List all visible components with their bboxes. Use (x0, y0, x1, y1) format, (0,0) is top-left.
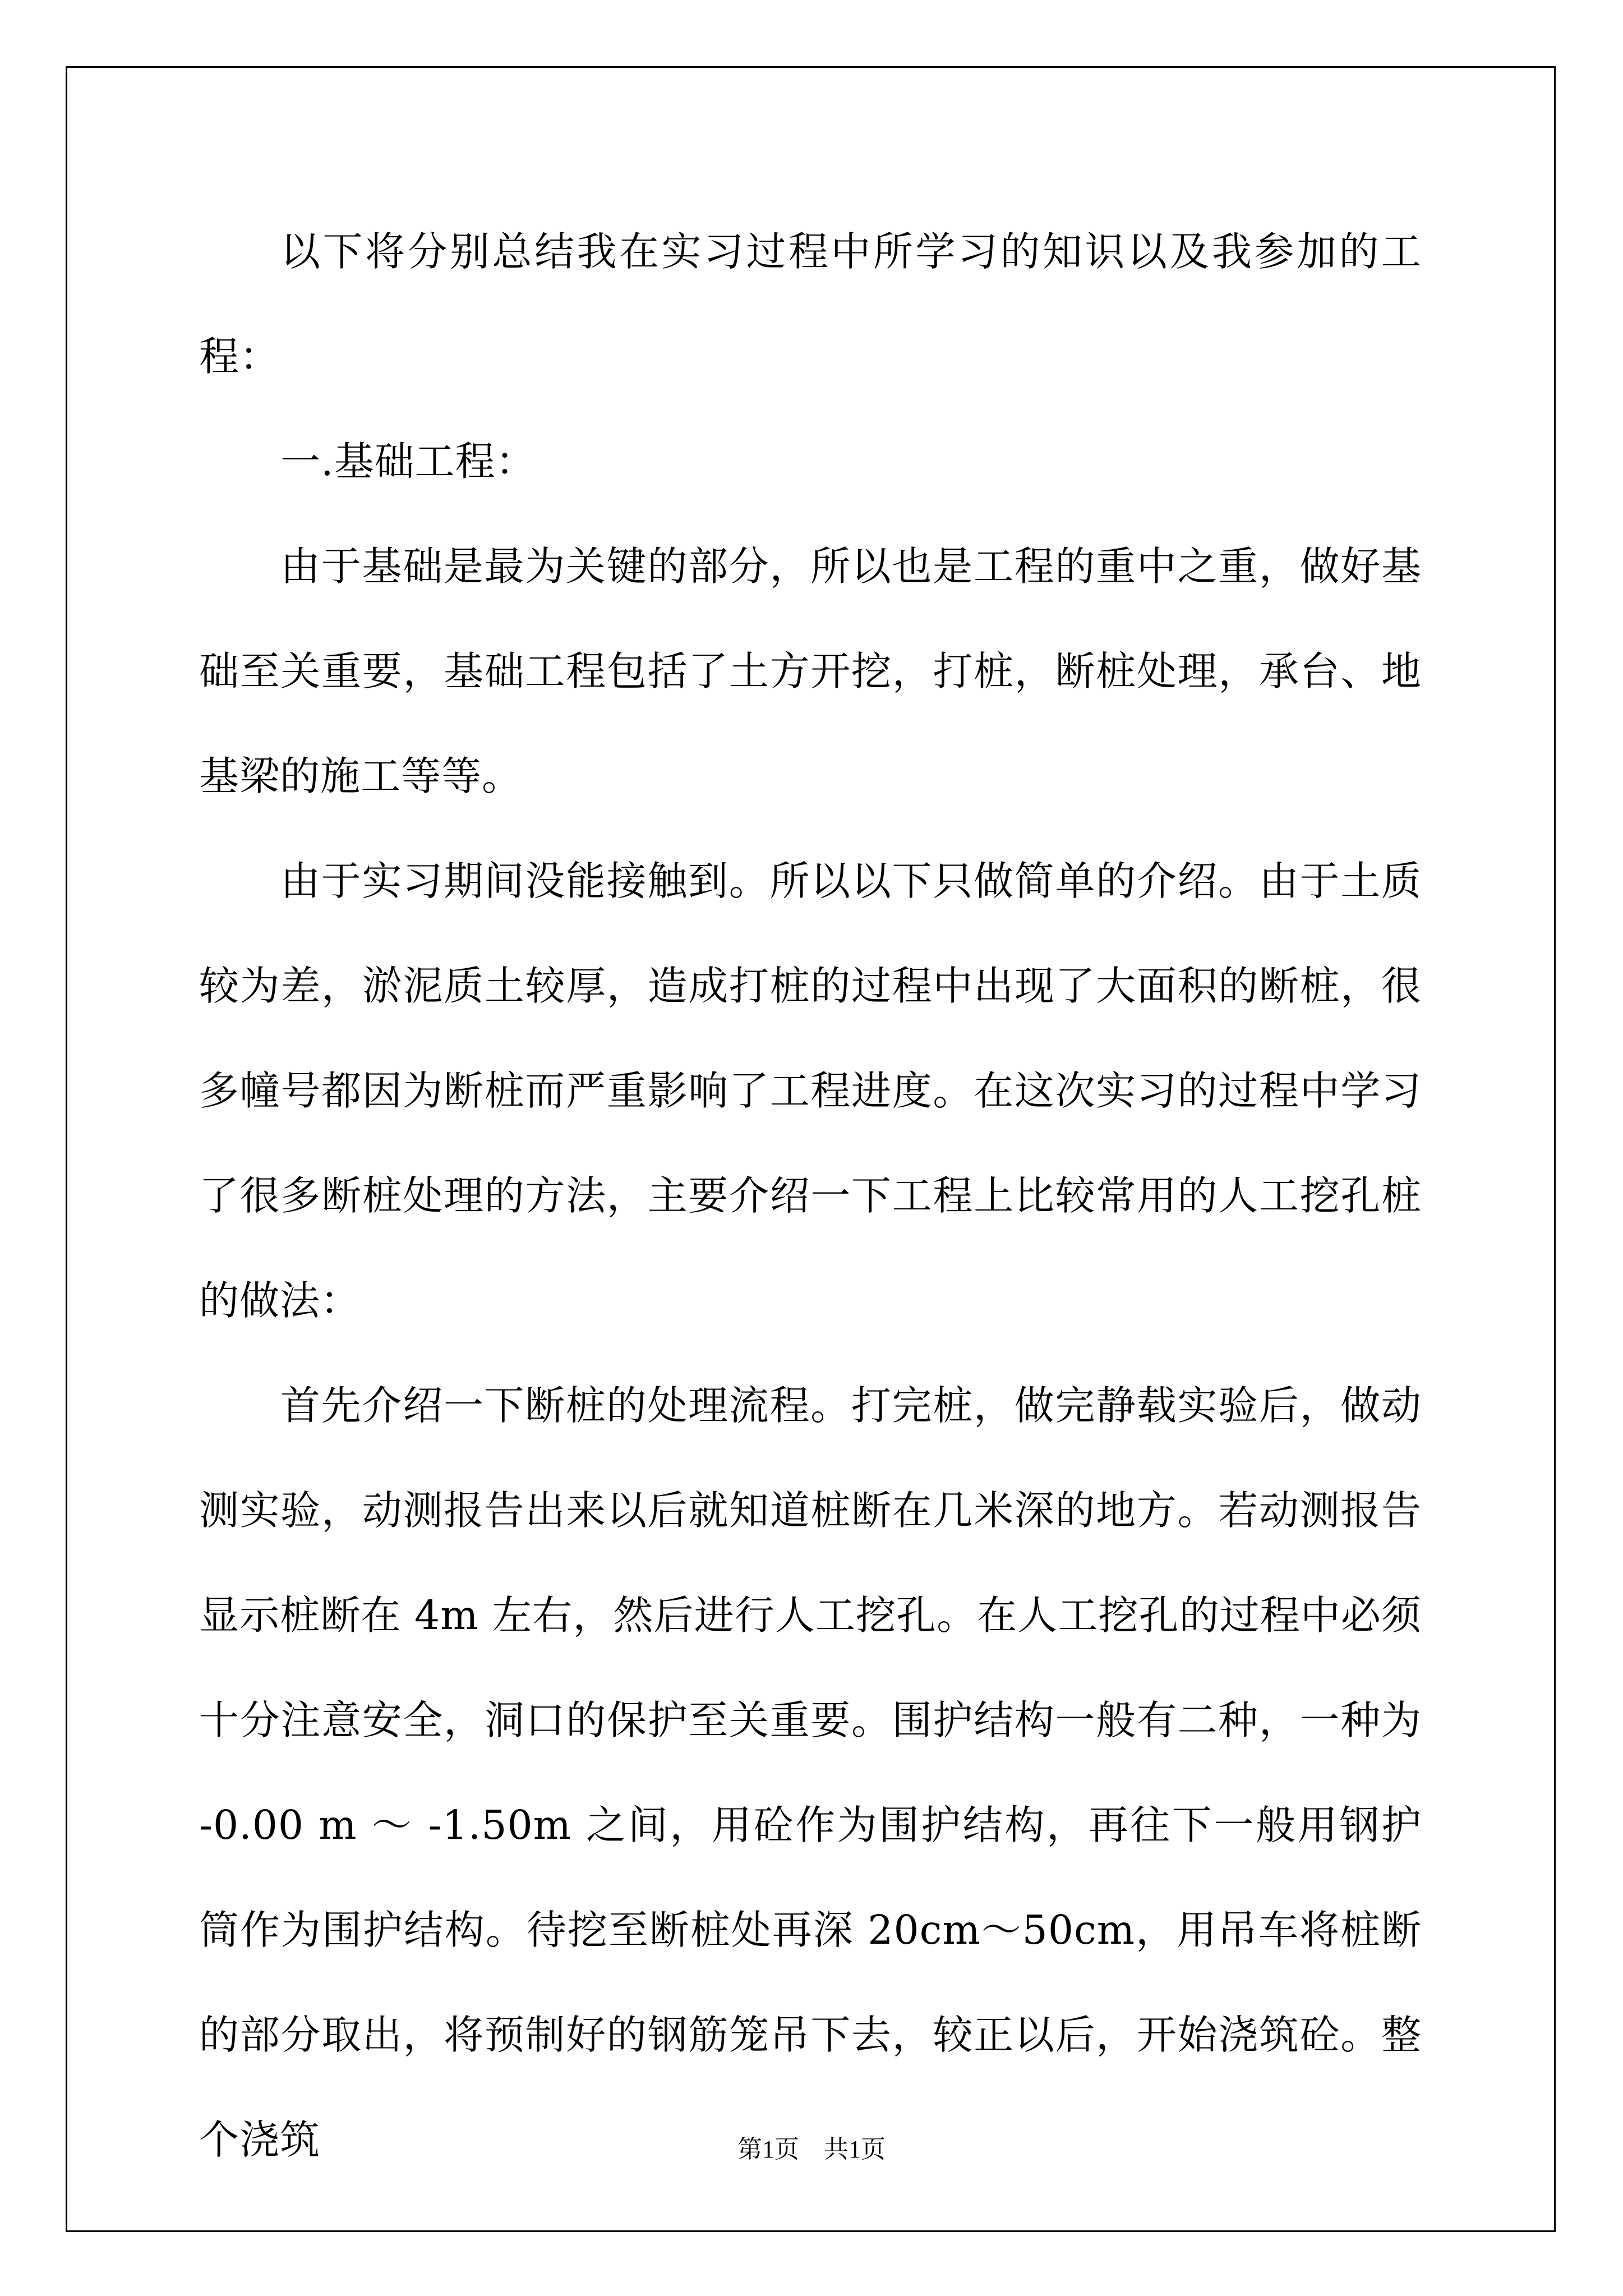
paragraph-intro: 以下将分别总结我在实习过程中所学习的知识以及我参加的工程： (199, 228, 1422, 380)
page-footer: 第1页 共1页 (737, 2136, 886, 2163)
paragraph-foundation-importance: 由于基础是最为关键的部分，所以也是工程的重中之重，做好基础至关重要，基础工程包括了土方开挖，打桩，断桩处理，承台、地基梁的施工等等。 (199, 543, 1422, 799)
paragraph-broken-pile-intro: 由于实习期间没能接触到。所以以下只做简单的介绍。由于土质较为差，淤泥质土较厚，造成打桩的过程中出现了大面积的断桩，很多幢号都因为断桩而严重影响了工程进度。在这次实习的过程中学习了很多断桩处理的方法，主要介绍一下工程上比较常用的人工挖孔桩的做法： (199, 858, 1422, 1324)
paragraph-broken-pile-process: 首先介绍一下断桩的处理流程。打完桩，做完静载实验后，做动测实验，动测报告出来以后就知道桩断在几米深的地方。若动测报告显示桩断在 4m 左右，然后进行人工挖孔。在人工挖孔的过程中必须十分注意安全，洞口的保护至关重要。围护结构一般有二种，一种为 -0.00 m ～ -1.50m 之间，用砼作为围护结构，再往下一般用钢护筒作为围护结构。待挖至断桩处再深 20cm～50cm，用吊车将桩断的部分取出，将预制好的钢筋笼吊下去，较正以后，开始浇筑砼。整个浇筑 (199, 1382, 1422, 2163)
section-heading-foundation: 一.基础工程： (280, 438, 536, 485)
document-body (199, 199, 1422, 2192)
